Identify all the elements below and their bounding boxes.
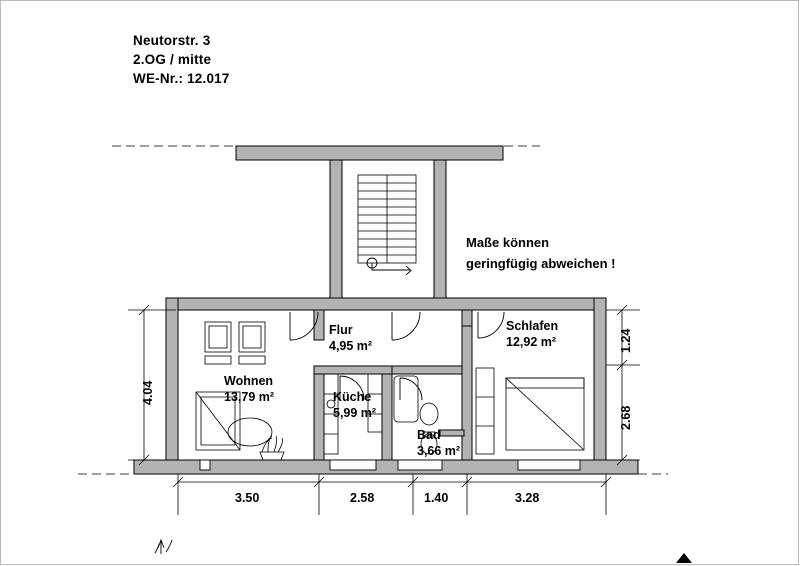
room-label-kueche <box>333 389 376 421</box>
room-name-flur: Flur <box>329 323 353 337</box>
furniture-schlafen <box>476 368 584 454</box>
room-name-wohnen: Wohnen <box>224 374 274 388</box>
stairwell-block <box>236 146 503 300</box>
disclaimer-line-1: Maße können <box>466 235 550 250</box>
dimension-right-1: 1.24 <box>619 328 633 353</box>
room-area-wohnen: 13,79 m² <box>224 390 275 404</box>
dimension-bottom-2: 2.58 <box>350 491 375 505</box>
dimension-right-2: 2.68 <box>619 405 633 430</box>
title-address: Neutorstr. 3 <box>133 33 211 48</box>
room-name-schlafen: Schlafen <box>506 319 559 333</box>
room-area-kueche: 5,99 m² <box>333 406 377 420</box>
room-label-wohnen <box>224 373 274 405</box>
room-area-schlafen: 12,92 m² <box>506 335 557 349</box>
dimension-left-1: 4.04 <box>141 380 155 405</box>
corner-triangle-icon <box>676 553 692 563</box>
title-floor: 2.OG / mitte <box>133 52 212 67</box>
title-unit-number: WE-Nr.: 12.017 <box>133 71 230 86</box>
room-name-bad: Bad <box>417 428 441 442</box>
room-label-bad <box>417 427 460 459</box>
room-label-flur <box>329 322 372 354</box>
room-name-kueche: Küche <box>333 390 372 404</box>
disclaimer-line-2: geringfügig abweichen ! <box>466 256 616 271</box>
room-area-bad: 3,66 m² <box>417 444 461 458</box>
plant-icon <box>260 436 284 460</box>
stair-direction-arrow <box>367 258 411 275</box>
dimension-bottom-4: 3.28 <box>515 491 540 505</box>
dimension-bottom-1: 3.50 <box>235 491 260 505</box>
room-label-schlafen <box>506 318 558 350</box>
dimension-bottom-3: 1.40 <box>424 491 449 505</box>
north-arrow-icon <box>155 540 172 554</box>
stair-treads <box>358 175 416 263</box>
room-area-flur: 4,95 m² <box>329 339 373 353</box>
